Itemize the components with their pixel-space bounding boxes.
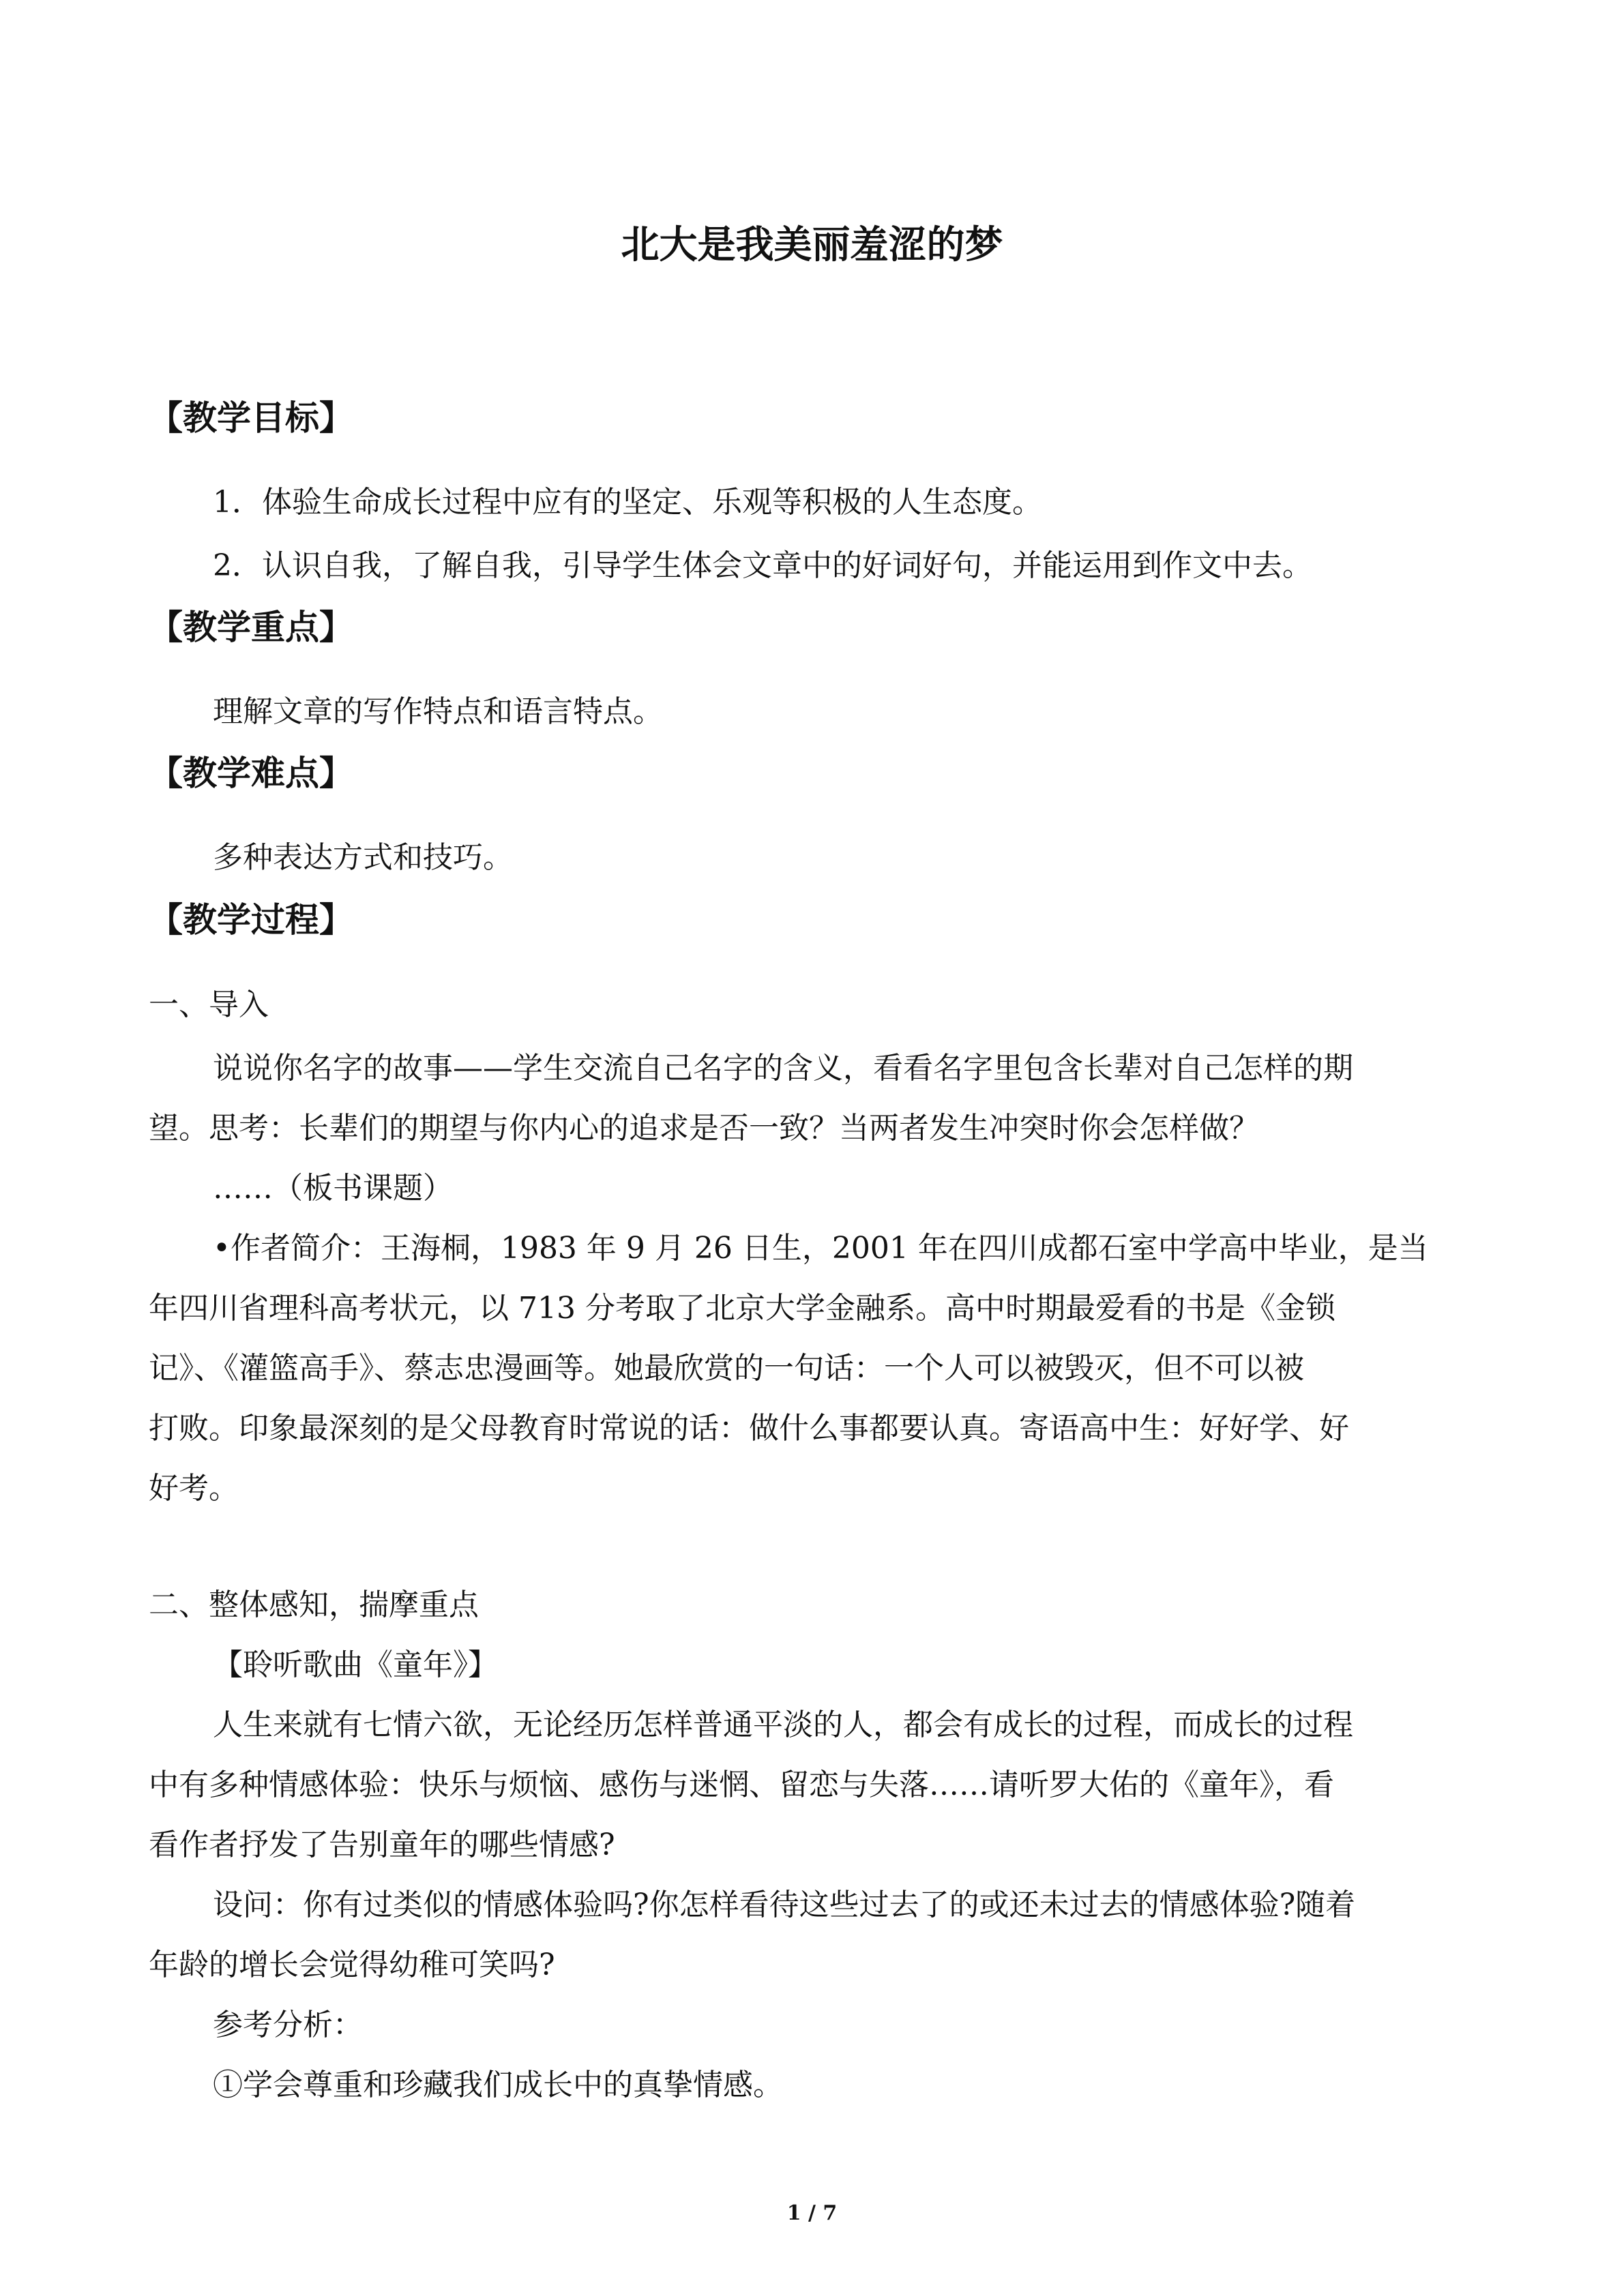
section2-heading: 二、整体感知，揣摩重点 [149,1587,479,1622]
paragraph-line: 参考分析： [213,2008,363,2042]
heading-process: 【教学过程】 [149,900,353,940]
paragraph-line: 记》、《灌篮高手》、蔡志忠漫画等。她最欣赏的一句话：一个人可以被毁灭，但不可以被 [149,1351,1304,1386]
goal-item: 2．认识自我，了解自我，引导学生体会文章中的好词好句，并能运用到作文中去。 [213,548,1312,583]
heading-goals: 【教学目标】 [149,398,353,438]
paragraph-line: •作者简介：王海桐，1983 年 9 月 26 日生，2001 年在四川成都石室中学高中毕业，是当 [213,1231,1428,1266]
paragraph-line: ……（板书课题） [213,1171,453,1206]
paragraph-line: 说说你名字的故事——学生交流自己名字的含义，看看名字里包含长辈对自己怎样的期 [213,1051,1353,1086]
paragraph-line: 中有多种情感体验：快乐与烦恼、感伤与迷惘、留恋与失落……请听罗大佑的《童年》，看 [149,1768,1334,1802]
goal-item: 1．体验生命成长过程中应有的坚定、乐观等积极的人生态度。 [213,485,1042,520]
heading-difficulties: 【教学难点】 [149,754,353,793]
paragraph-line: ①学会尊重和珍藏我们成长中的真挚情感。 [213,2068,783,2102]
section1-heading: 一、导入 [149,987,269,1022]
paragraph-line: 设问：你有过类似的情感体验吗?你怎样看待这些过去了的或还未过去的情感体验?随着 [213,1888,1356,1922]
paragraph-line: 打败。印象最深刻的是父母教育时常说的话：做什么事都要认真。寄语高中生：好好学、好 [149,1411,1349,1446]
heading-key-points: 【教学重点】 [149,608,353,647]
paragraph-line: 看作者抒发了告别童年的哪些情感? [149,1828,615,1862]
key-points-text: 理解文章的写作特点和语言特点。 [213,694,663,729]
paragraph-line: 年龄的增长会觉得幼稚可笑吗? [149,1948,555,1982]
paragraph-line: 人生来就有七情六欲，无论经历怎样普通平淡的人，都会有成长的过程，而成长的过程 [213,1708,1353,1742]
paragraph-line: 望。思考：长辈们的期望与你内心的追求是否一致？当两者发生冲突时你会怎样做？ [149,1111,1259,1146]
section2-subheading: 【聆听歌曲《童年》】 [213,1648,498,1682]
page-title: 北大是我美丽羞涩的梦 [621,223,1003,267]
paragraph-line: 好考。 [149,1471,239,1506]
paragraph-line: 年四川省理科高考状元，以 713 分考取了北京大学金融系。高中时期最爱看的书是《金锁 [149,1291,1335,1326]
page-number: 1 / 7 [786,2201,838,2225]
difficulties-text: 多种表达方式和技巧。 [213,840,513,875]
